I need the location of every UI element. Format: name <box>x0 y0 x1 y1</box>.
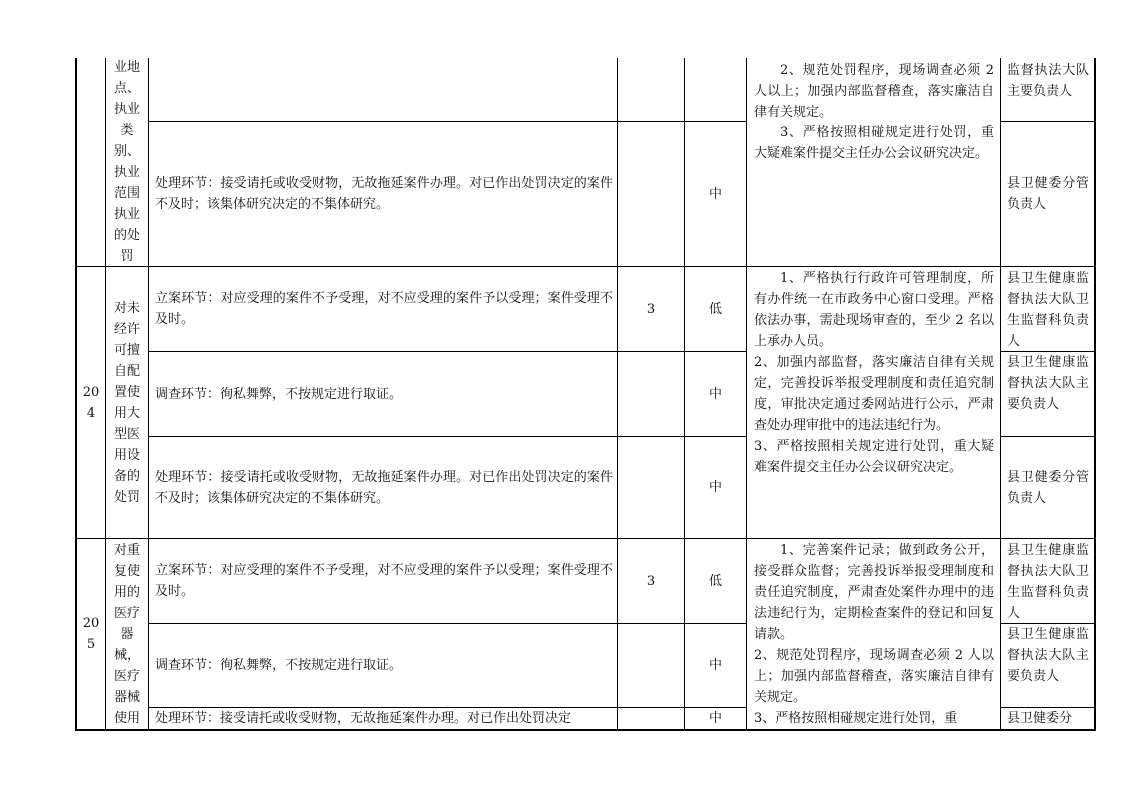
item-name: 对未 经许 可擅 自配 置使 用大 型医 用设 备的 处罚 <box>113 300 140 505</box>
responsible-person: 监督执法大队主要负责人 <box>1007 63 1089 99</box>
table-divider <box>746 58 747 731</box>
resp-text: 县卫健委分管负责人 <box>1007 176 1089 212</box>
risk-processing <box>155 708 613 729</box>
risk-text: 调查环节：徇私舞弊，不按规定进行取证。 <box>155 386 403 402</box>
risk-text: 处理环节：接受请托或收受财物，无故拖延案件办理。对已作出处罚决定的案件不及时；该集体研究决定的不集体研究。 <box>155 176 613 212</box>
responsible-person: 县卫生健康监督执法大队主要负责人 <box>1007 627 1089 684</box>
resp-text: 县卫健委分管负责人 <box>1007 469 1089 506</box>
risk-investigation <box>155 352 613 436</box>
table-divider <box>1000 58 1001 731</box>
row-number: 20 5 <box>82 616 100 652</box>
table-divider <box>148 58 149 731</box>
responsible-person: 县卫健委分 <box>1007 711 1073 726</box>
risk-processing <box>155 122 613 266</box>
table-divider <box>617 58 618 731</box>
risk-text: 立案环节：对应受理的案件不予受理，对不应受理的案件予以受理；案件受理不及时。 <box>155 563 613 599</box>
measure-text: 3、严格按照相碰规定进行处罚，重大疑难案件提交主任办公会议研究决定。 <box>754 125 994 161</box>
prevention-measures: 1、严格执行行政许可管理制度，所有办件统一在市政务中心窗口受理。严格依法办事，需赴现场审查的，至少 2 名以上承办人员。 2、加强内部监督，落实廉洁自律有关规定，完善投诉举报受理制度和责任追究制度，审批决定通过委网站进行公示，严肃查处办理审批中的违法违纪行为。 3、严格按照相关规定进行处罚，重大疑难案件提交主任办公会议研究决定。 <box>754 271 994 475</box>
responsible-person <box>1007 437 1089 538</box>
risk-level: 中 <box>708 658 722 673</box>
risk-processing <box>155 437 613 538</box>
risk-filing <box>155 539 613 623</box>
risk-investigation <box>155 624 613 707</box>
row-number: 20 4 <box>82 384 100 421</box>
responsible-person: 县卫生健康监督执法大队卫生监督科负责人 <box>1007 271 1089 349</box>
risk-level: 低 <box>708 573 722 589</box>
risk-count: 3 <box>646 301 656 317</box>
risk-level: 低 <box>708 301 722 317</box>
risk-count: 3 <box>646 573 656 589</box>
table-border-bottom <box>75 729 1096 731</box>
responsible-person <box>1007 122 1089 266</box>
risk-level: 中 <box>708 711 722 726</box>
risk-filing <box>155 267 613 351</box>
item-name: 业地 点、 执业 类 别、 执业 范围 执业 的处 罚 <box>113 60 140 264</box>
risk-level: 中 <box>708 480 722 495</box>
table-border-right <box>1094 58 1096 731</box>
responsible-person: 县卫生健康监督执法大队主要负责人 <box>1007 355 1089 412</box>
risk-text: 处理环节：接受请托或收受财物，无故拖延案件办理。对已作出处罚决定 <box>155 711 572 726</box>
responsible-person: 县卫生健康监督执法大队卫生监督科负责人 <box>1007 543 1089 621</box>
risk-text: 立案环节：对应受理的案件不予受理，对不应受理的案件予以受理；案件受理不及时。 <box>155 291 613 327</box>
risk-level: 中 <box>708 386 722 402</box>
risk-text: 处理环节：接受请托或收受财物，无故拖延案件办理。对已作出处罚决定的案件不及时；该集体研究决定的不集体研究。 <box>155 469 613 506</box>
measure-text: 2、规范处罚程序，现场调查必须 2 人以上；加强内部监督稽查，落实廉洁自律有关规定。 <box>754 63 994 120</box>
item-name: 对重 复使 用的 医疗 器 械， 医疗 器械 使用 <box>113 542 140 726</box>
prevention-measures: 1、完善案件记录；做到政务公开，接受群众监督；完善投诉举报受理制度和责任追究制度，严肃查处案件办理中的违法违纪行为，定期检查案件的登记和回复请款。 2、规范处罚程序，现场调查必须 2 人以上；加强内部监督稽查，落实廉洁自律有关规定。 3、严格按照相碰规定进行处罚，重 <box>754 543 994 726</box>
risk-text: 调查环节：徇私舞弊，不按规定进行取证。 <box>155 658 403 673</box>
risk-level: 中 <box>708 186 722 202</box>
